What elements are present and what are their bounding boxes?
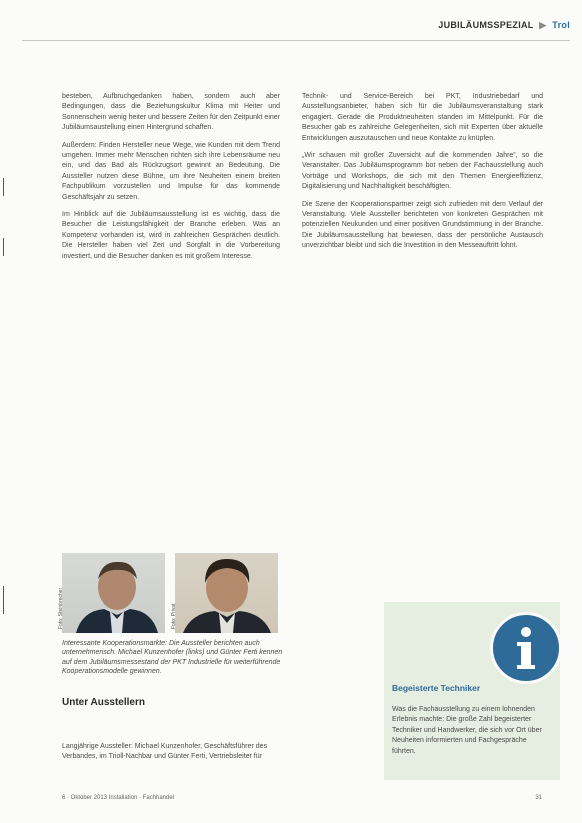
right-paragraph: „Wir schauen mit großer Zuversicht auf die kommenden Jahre“, so die Veranstalter. Das Jubiläumsprogramm bot neben der Fachausstellung auch Vorträge und Workshops, die sich mit den Themen Energieeffizienz, Digitalisierung und Nachhaltigkeit beschäftigten. — [302, 152, 543, 191]
portrait-photo — [171, 553, 278, 633]
footer-left: 6 · Oktober 2013 Installation · Fachhandel — [62, 795, 175, 801]
header-arrow: ▶ — [539, 20, 547, 30]
info-box-text: Was die Fachausstellung zu einem lohnenden Erlebnis machte: Die große Zahl begeisterter Techniker und Handwerker, die sich vor Ort über Neuheiten informierten und Fachgespräche führten. — [392, 706, 542, 755]
portrait-photo — [58, 553, 165, 633]
left-paragraph: Außerdem: Finden Hersteller neue Wege, wie Kunden mit dem Trend umgehen. Immer mehr Menschen richten sich ihre Lebensräume neu ein, und das Bad als Rückzugsort gewinnt an Bedeutung. Die Aussteller nutzen diese Bühne, um ihre Neuheiten einem breiten Fachpublikum vorzustellen und Impulse für das kommende Geschäftsjahr zu setzen. — [62, 141, 280, 201]
left-paragraph: besteben, Aufbruchgedanken haben, sondern auch aber Bedingungen, dass die Beziehungskultur Klima mit Heiter und Sonnenschein wenig heiter und bessere Zeiten für den Zeitpunkt einer Jubiläumsaustellung einen Hintergrund schaffen. — [62, 93, 280, 132]
margin-mark — [3, 586, 4, 614]
info-glyph — [493, 615, 559, 681]
right-paragraph: Technik- und Service-Bereich bei PKT, Industriebedarf und Ausstellungsanbieter, haben sich für die Jubiläumsveranstaltung stark engagiert. Gerade die Produktneuheiten standen im Mittelpunkt. Für die Besucher gab es zahlreiche Gelegenheiten, sich mit Experten über aktuelle Entwicklungen auszutauschen und neue Kontakte zu knüpfen. — [302, 93, 543, 142]
header-section: JUBILÄUMSSPEZIAL — [438, 20, 534, 30]
photo-credit: Foto: Privat — [171, 603, 177, 629]
photo-caption: Interessante Kooperationsmarkte: Die Aussteller berichten auch unternehmerisch. Michael Kunzenhofer (links) und Günter Ferti kennen auf dem Jubiläumsmessestand der PKT Industrielle für weiterführende Kooperationsmodelle gewinnen. — [62, 640, 283, 676]
bottom-paragraph: Langjährige Aussteller: Michael Kunzenhofer, Geschäftsführer des Verbandes, im Trioll-Nachbar und Günter Ferti, Vertriebsleiter für — [62, 743, 268, 761]
photo-strip — [58, 553, 280, 633]
photo-credit: Foto: Steinbrecher — [58, 587, 64, 629]
left-column — [62, 92, 280, 269]
info-icon — [490, 612, 562, 684]
page-number: 31 — [535, 795, 542, 801]
portrait-2-image — [175, 553, 278, 633]
section-subheading: Unter Ausstellern — [62, 697, 145, 708]
portrait-1-image — [62, 553, 165, 633]
header-rule — [22, 40, 570, 41]
right-column — [302, 92, 543, 259]
margin-mark — [3, 178, 4, 196]
info-box-title: Begeisterte Techniker — [392, 683, 481, 693]
left-paragraph: Im Hinblick auf die Jubiläumsausstellung ist es wichtig, dass die Besucher die Leistungsfähigkeit der Branche erleben. Was an Kompetenz vorhanden ist, wird in zahlreichen Gesprächen deutlich. Die Hersteller haben viel Zeit und Sorgfalt in die Vorbereitung investiert, und die Besucher danken es mit großem Interesse. — [62, 211, 280, 260]
page-footer — [62, 795, 542, 801]
header-subsection: Trol — [552, 20, 570, 30]
margin-mark — [3, 238, 4, 256]
right-paragraph: Die Szene der Kooperationspartner zeigt sich zufrieden mit dem Verlauf der Veranstaltung. Viele Aussteller berichteten von konkreten Gesprächen mit potenziellen Neukunden und einer positiven Grundstimmung in der Branche. Die Jubiläumsausstellung hat bewiesen, dass der persönliche Austausch unverzichtbar bleibt und sich die Investition in den Messeauftritt lohnt. — [302, 200, 543, 250]
page-header — [438, 20, 570, 31]
